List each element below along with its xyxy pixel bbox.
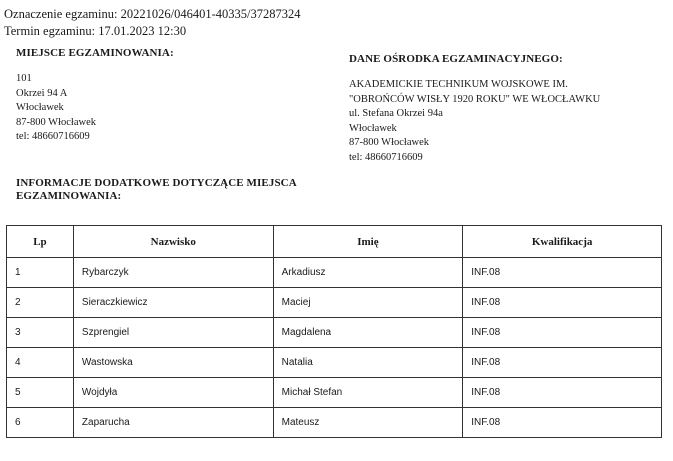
column-header-nazwisko: Nazwisko — [73, 226, 273, 258]
exam-place-address — [16, 72, 96, 145]
cell-imie: Magdalena — [273, 318, 463, 348]
center-line: "OBROŃCÓW WISŁY 1920 ROKU" WE WŁOCŁAWKU — [349, 93, 601, 105]
center-line: Włocławek — [349, 122, 397, 134]
cell-nazwisko: Sieraczkiewicz — [73, 288, 273, 318]
exam-place-line: 87-800 Włocławek — [16, 116, 96, 128]
cell-lp: 2 — [7, 288, 74, 318]
center-title: DANE OŚRODKA EGZAMINACYJNEGO: — [349, 53, 563, 65]
cell-nazwisko: Wojdyła — [73, 378, 273, 408]
cell-imie: Mateusz — [273, 408, 463, 438]
cell-nazwisko: Zaparucha — [73, 408, 273, 438]
center-line: 87-800 Włocławek — [349, 137, 429, 148]
column-header-lp: Lp — [7, 226, 74, 258]
cell-lp: 5 — [7, 378, 74, 408]
table-row — [7, 408, 662, 438]
column-header-imie: Imię — [273, 226, 463, 258]
table-row — [7, 348, 662, 378]
cell-nazwisko: Wastowska — [73, 348, 273, 378]
examinees-table — [6, 225, 662, 438]
table-row — [7, 378, 662, 408]
additional-info-title-line: EGZAMINOWANIA: — [16, 190, 122, 202]
cell-imie: Maciej — [273, 288, 463, 318]
cell-imie: Natalia — [273, 348, 463, 378]
cell-lp: 4 — [7, 348, 74, 378]
exam-place-line: Włocławek — [16, 102, 64, 113]
cell-kwalifikacja: INF.08 — [463, 408, 662, 438]
column-header-kwalifikacja: Kwalifikacja — [463, 226, 662, 258]
additional-info-title-line: INFORMACJE DODATKOWE DOTYCZĄCE MIEJSCA — [16, 177, 297, 189]
table-row — [7, 318, 662, 348]
cell-kwalifikacja: INF.08 — [463, 318, 662, 348]
table-row — [7, 258, 662, 288]
additional-info-title — [16, 177, 297, 203]
exam-place-title: MIEJSCE EGZAMINOWANIA: — [16, 47, 174, 59]
cell-kwalifikacja: INF.08 — [463, 288, 662, 318]
exam-place-line: tel: 48660716609 — [16, 131, 90, 142]
exam-code: Oznaczenie egzaminu: 20221026/046401-40335/37287324 — [4, 7, 301, 21]
cell-imie: Arkadiusz — [273, 258, 463, 288]
cell-lp: 6 — [7, 408, 74, 438]
center-address — [349, 78, 600, 165]
center-line: tel: 48660716609 — [349, 151, 423, 163]
center-line: ul. Stefana Okrzei 94a — [349, 108, 443, 119]
table-header-row — [7, 226, 662, 258]
table-row — [7, 288, 662, 318]
cell-nazwisko: Szprengiel — [73, 318, 273, 348]
exam-place-line: 101 — [16, 73, 32, 84]
cell-kwalifikacja: INF.08 — [463, 378, 662, 408]
cell-lp: 1 — [7, 258, 74, 288]
cell-nazwisko: Rybarczyk — [73, 258, 273, 288]
center-line: AKADEMICKIE TECHNIKUM WOJSKOWE IM. — [349, 79, 568, 90]
cell-lp: 3 — [7, 318, 74, 348]
cell-kwalifikacja: INF.08 — [463, 348, 662, 378]
cell-imie: Michał Stefan — [273, 378, 463, 408]
exam-place-line: Okrzei 94 A — [16, 87, 68, 99]
exam-date: Termin egzaminu: 17.01.2023 12:30 — [4, 24, 187, 38]
cell-kwalifikacja: INF.08 — [463, 258, 662, 288]
